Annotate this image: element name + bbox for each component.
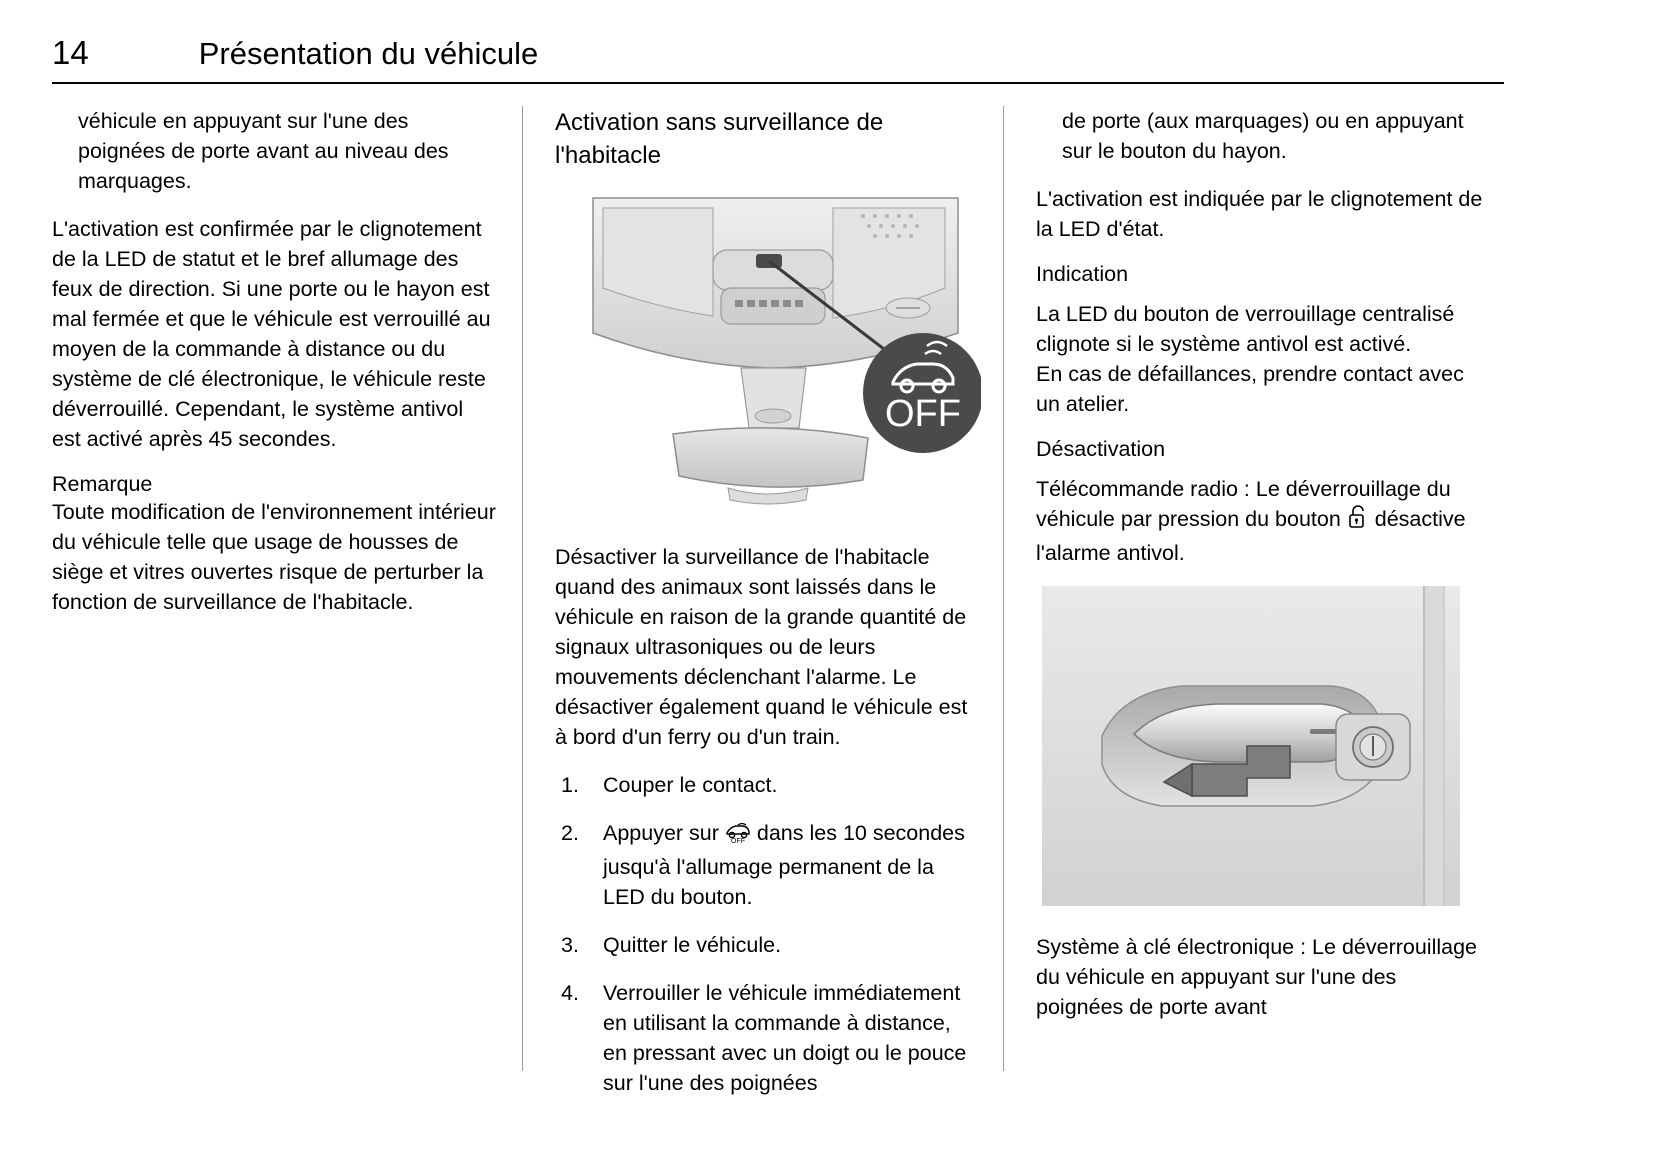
column-left [52,106,522,1106]
paragraph-continuation: véhicule en appuyant sur l'une des poignées de porte avant au niveau des marquages. [78,109,449,193]
figure-mirror-sensor [563,188,981,508]
note-heading: Remarque [52,472,153,496]
step-text: Quitter le véhicule. [603,933,782,957]
paragraph-remote-control-unlock [1036,474,1484,568]
note-paragraph: Toute modification de l'environnement intérieur du véhicule telle que usage de housses de siège et vitres ouvertes risque de perturber la fonction de surveillance de l'habitacle. [52,500,496,614]
step-number: 3. [561,933,579,957]
svg-text:OFF: OFF [730,838,745,844]
list-item [555,770,977,800]
paragraph-text-after-icon: désactive l'alarme antivol. [1036,507,1466,565]
step-text-before: Appuyer sur [603,821,719,845]
paragraph-activation-confirmed: L'activation est confirmée par le clignotement de la LED de statut et le bref allumage des feux de direction. Si une porte ou le hayon est mal fermée et que le véhicule est verrouillé au moyen de la commande à distance ou du système de clé électronique, le véhicule reste déverrouillé. Cependant, le système antivol est activé après 45 secondes. [52,217,491,451]
paragraph-text-before-icon: Télécommande radio : Le déverrouillage du véhicule par pression du bouton [1036,477,1451,531]
page-columns [52,106,1601,1106]
heading-indication: Indication [1036,262,1129,286]
list-item [555,930,977,960]
page-header [52,34,1601,72]
paragraph-keyless-system: Système à clé électronique : Le déverrouillage du véhicule en appuyant sur l'une des poignées de porte avant [1036,935,1478,1019]
interior-sensor-off-button-icon [725,822,751,852]
list-item [555,818,977,912]
step-text: Couper le contact. [603,773,778,797]
step-number: 1. [561,773,579,797]
list-item [555,978,977,1098]
paragraph-deactivate-interior-monitoring: Désactiver la surveillance de l'habitacle quand des animaux sont laissés dans le véhicule en raison de la grande quantité de signaux ultrasoniques ou de leurs mouvements déclenchant l'alarme. Le désactiver également quand le véhicule est à bord d'un ferry ou d'un train. [555,545,968,749]
paragraph-malfunction: En cas de défaillances, prendre contact avec un atelier. [1036,362,1464,416]
column-right [1004,106,1484,1106]
figure-door-handle [1042,586,1460,906]
unlock-padlock-icon [1347,504,1369,538]
paragraph-continuation-right: de porte (aux marquages) ou en appuyant sur le bouton du hayon. [1062,109,1464,163]
section-heading-activation: Activation sans surveillance de l'habitacle [555,109,884,169]
page-title: Présentation du véhicule [198,36,539,71]
step-text: Verrouiller le véhicule immédiatement en utilisant la commande à distance, en pressant avec un doigt ou le pouce sur l'une des poignées [603,981,967,1095]
steps-list [555,770,977,1098]
step-number: 4. [561,981,579,1005]
step-number: 2. [561,821,579,845]
svg-text:OFF: OFF [885,393,961,435]
paragraph-led-central-locking: La LED du bouton de verrouillage centralisé clignote si le système antivol est activé. [1036,302,1455,356]
column-middle [523,106,1003,1106]
heading-desactivation: Désactivation [1036,437,1166,461]
header-divider [52,82,1504,84]
paragraph-activation-indicated: L'activation est indiquée par le clignotement de la LED d'état. [1036,187,1483,241]
page-number: 14 [52,34,89,71]
step-text-after: dans les 10 secondes jusqu'à l'allumage permanent de la LED du bouton. [603,821,965,909]
